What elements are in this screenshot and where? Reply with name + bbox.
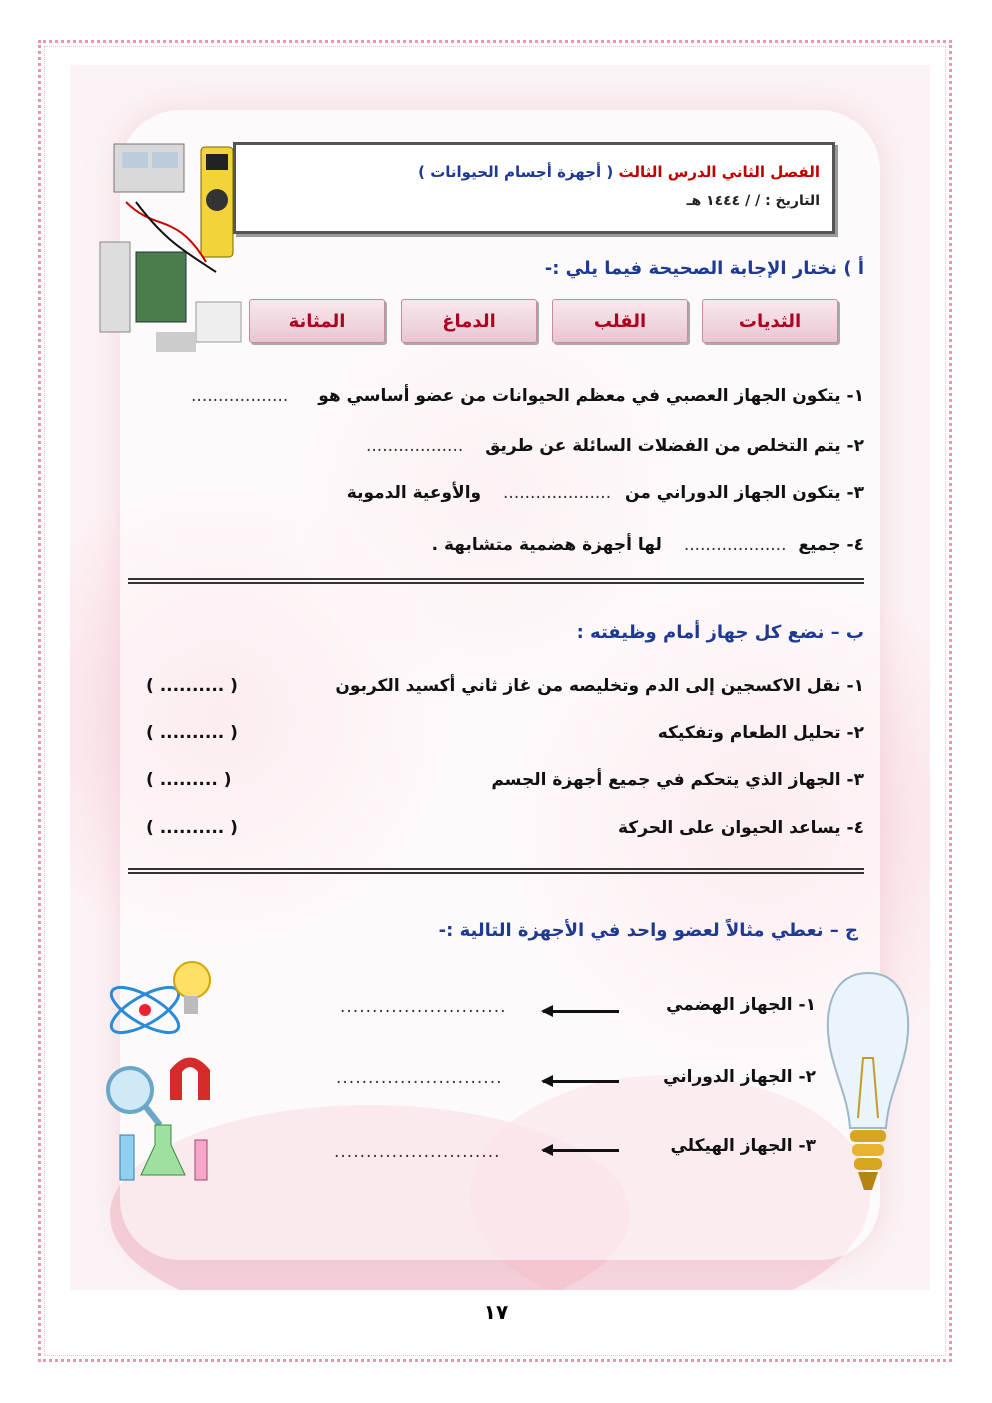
lesson-title-box xyxy=(233,142,835,234)
question-a4-text-end: لها أجهزة هضمية متشابهة . xyxy=(431,535,662,555)
section-c-heading: ج – نعطي مثالاً لعضو واحد في الأجهزة التالية :- xyxy=(438,920,858,941)
example-blank-3-dots: .......................... xyxy=(334,1142,501,1162)
circuit-illustration xyxy=(96,142,246,357)
example-label-3: ٣- الجهاز الهيكلي xyxy=(670,1136,816,1156)
section-divider xyxy=(128,578,864,584)
choice-heart: القلب xyxy=(552,299,688,343)
light-bulb-clipart xyxy=(818,968,918,1223)
question-a1-text: ١- يتكون الجهاز العصبي في معظم الحيوانات من عضو أساسي هو xyxy=(318,386,864,406)
match-answer-3-text: ( ......... ) xyxy=(146,770,232,790)
date-field: التاريخ : / / ١٤٤٤ هـ xyxy=(686,193,820,209)
lesson-title xyxy=(418,163,820,181)
example-blank-2[interactable] xyxy=(336,1068,503,1088)
choice-mammals: الثديات xyxy=(702,299,838,343)
question-a1 xyxy=(191,386,864,406)
answer-blank[interactable]: .................. xyxy=(191,386,289,406)
question-a3 xyxy=(347,483,864,503)
match-answer-4[interactable] xyxy=(146,818,258,838)
question-a4-text: ٤- جميع xyxy=(798,535,864,555)
example-blank-1[interactable] xyxy=(340,997,507,1017)
match-answer-4-text: ( .......... ) xyxy=(146,818,238,838)
choice-bladder: المثانة xyxy=(249,299,385,343)
answer-blank[interactable]: .................... xyxy=(503,483,612,503)
arrow-left-icon xyxy=(543,1080,619,1083)
match-item-1: ١- نقل الاكسجين إلى الدم وتخليصه من غاز ثاني أكسيد الكربون xyxy=(335,676,864,696)
example-blank-3[interactable] xyxy=(334,1142,501,1162)
match-item-3: ٣- الجهاز الذي يتحكم في جميع أجهزة الجسم xyxy=(491,770,864,790)
section-divider xyxy=(128,868,864,874)
section-b-heading: ب – نضع كل جهاز أمام وظيفته : xyxy=(576,622,864,643)
arrow-left-icon xyxy=(543,1010,619,1013)
match-item-4: ٤- يساعد الحيوان على الحركة xyxy=(618,818,864,838)
question-a3-text-end: والأوعية الدموية xyxy=(346,483,482,503)
example-label-1: ١- الجهاز الهضمي xyxy=(666,995,816,1015)
question-a3-text: ٣- يتكون الجهاز الدوراني من xyxy=(625,483,864,503)
example-blank-2-dots: .......................... xyxy=(336,1068,503,1088)
match-item-2: ٢- تحليل الطعام وتفكيكه xyxy=(657,723,864,743)
match-answer-3[interactable] xyxy=(146,770,258,790)
example-label-2: ٢- الجهاز الدوراني xyxy=(663,1067,816,1087)
answer-blank[interactable]: ................... xyxy=(683,535,787,555)
section-a-heading: أ ) نختار الإجابة الصحيحة فيما يلي :- xyxy=(544,258,864,279)
match-answer-2-text: ( .......... ) xyxy=(146,723,238,743)
answer-blank[interactable]: .................. xyxy=(365,436,464,456)
page-number: ١٧ xyxy=(483,1300,509,1324)
arrow-left-icon xyxy=(543,1149,619,1152)
question-a4 xyxy=(432,535,864,555)
science-clipart xyxy=(100,960,220,1190)
question-a2-text: ٢- يتم التخلص من الفضلات السائلة عن طريق xyxy=(485,436,864,456)
lesson-title-chapter: الفصل الثاني الدرس الثالث xyxy=(618,163,820,181)
example-blank-1-dots: .......................... xyxy=(340,997,507,1017)
match-answer-1[interactable] xyxy=(146,676,258,696)
match-answer-1-text: ( .......... ) xyxy=(146,676,238,696)
lesson-title-topic: ( أجهزة أجسام الحيوانات ) xyxy=(418,163,614,181)
question-a2 xyxy=(366,436,864,456)
choice-brain: الدماغ xyxy=(401,299,537,343)
match-answer-2[interactable] xyxy=(146,723,258,743)
